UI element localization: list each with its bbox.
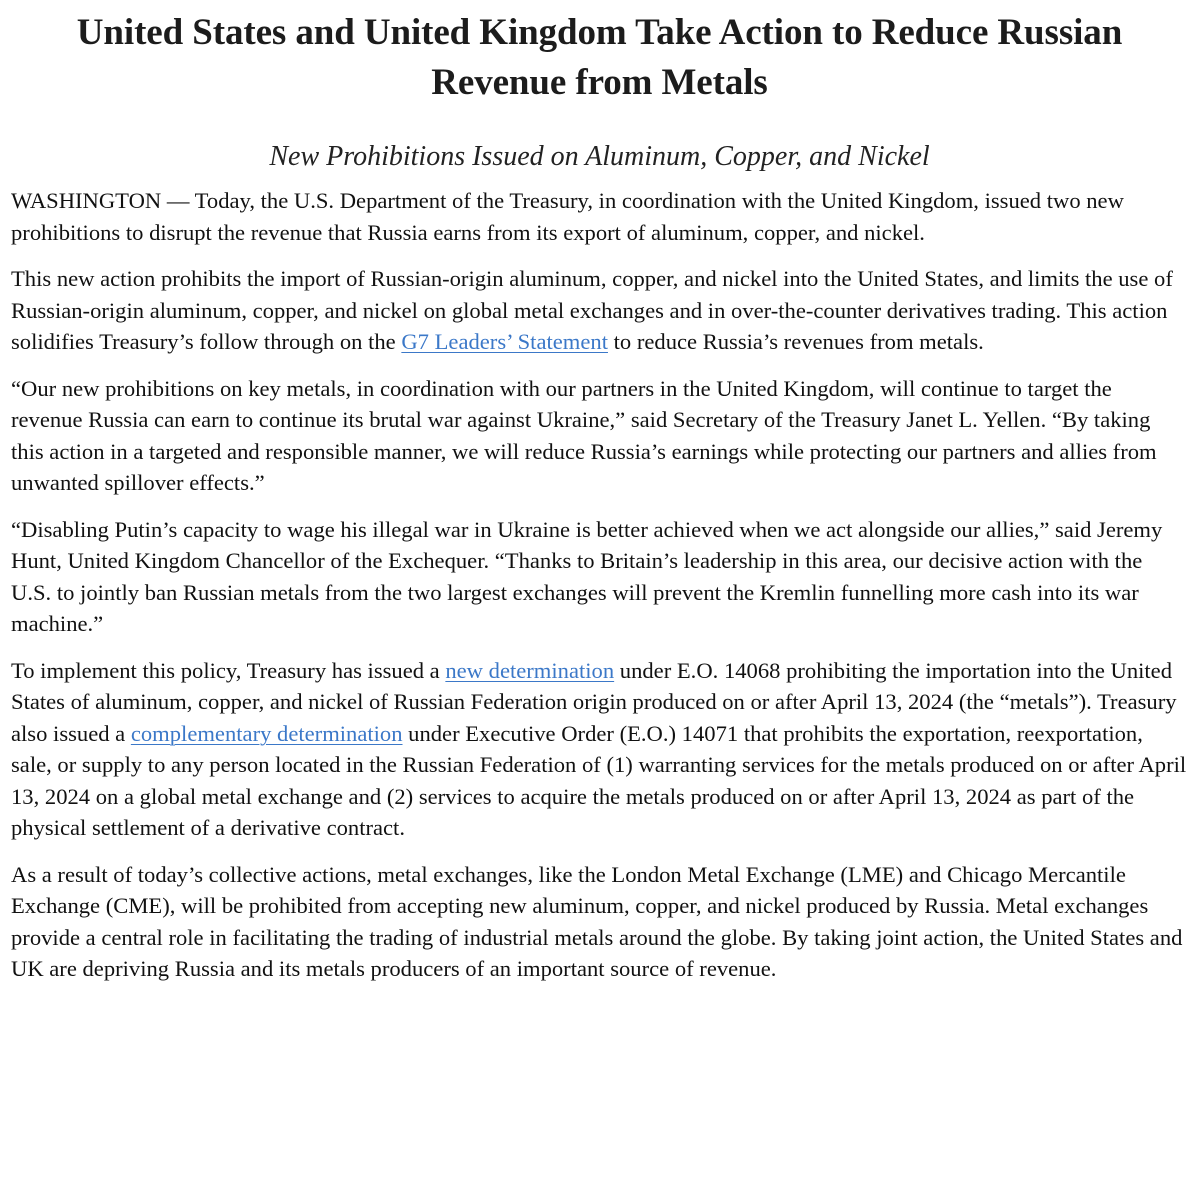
page-title: United States and United Kingdom Take Action to Reduce Russian Revenue from Metals	[76, 12, 1123, 103]
paragraph-text: under Executive Order (E.O.) 14071 that prohibits the exportation, reexportation, sale, or supply to any person located in the Russian Federation of (1) warranting services for the metals produced on or after April 13, 2024 on a global metal exchange and (2) services to acquire the metals produced on or after April 13, 2024 as part of the physical settlement of a derivative contract.	[11, 720, 1187, 840]
paragraph-text: to reduce Russia’s revenues from metals.	[607, 329, 984, 354]
paragraph-yellen-quote: “Our new prohibitions on key metals, in coordination with our partners in the United Kingdom, will continue to target the revenue Russia can earn to continue its brutal war against Ukraine,” said Secretary of the Treasury Janet L. Yellen. “By taking this action in a targeted and responsible manner, we will reduce Russia’s earnings while protecting our partners and allies from unwanted spillover effects.”	[11, 375, 1157, 495]
paragraph-implementation	[11, 655, 1188, 844]
paragraph-text: under E.O. 14068 prohibiting the importation into the United States of aluminum, copper, and nickel of Russian Federation origin produced on or after April 13, 2024 (the “metals”). Treasury also issued a	[11, 657, 1177, 746]
paragraph-intro: WASHINGTON — Today, the U.S. Department of the Treasury, in coordination with the United Kingdom, issued two new prohibitions to disrupt the revenue that Russia earns from its export of aluminum, copper, and nickel.	[11, 188, 1124, 245]
new-determination-link[interactable]: new determination	[445, 657, 615, 683]
paragraph-text: To implement this policy, Treasury has issued a	[11, 657, 446, 683]
g7-leaders-statement-link[interactable]: G7 Leaders’ Statement	[401, 329, 608, 354]
paragraph-text: This new action prohibits the import of Russian-origin aluminum, copper, and nickel into the United States, and limits the use of Russian-origin aluminum, copper, and nickel on global metal exchanges and in over-the-counter derivatives trading. This action solidifies Treasury’s follow through on the	[11, 266, 1173, 354]
paragraph-action	[11, 263, 1188, 358]
complementary-determination-link[interactable]: complementary determination	[130, 720, 403, 746]
paragraph-result: As a result of today’s collective actions, metal exchanges, like the London Metal Exchange (LME) and Chicago Mercantile Exchange (CME), will be prohibited from accepting new aluminum, copper, and nickel produced by Russia. Metal exchanges provide a central role in facilitating the trading of industrial metals around the globe. By taking joint action, the United States and UK are depriving Russia and its metals producers of an important source of revenue.	[11, 861, 1183, 981]
paragraph-hunt-quote: “Disabling Putin’s capacity to wage his illegal war in Ukraine is better achieved when we act alongside our allies,” said Jeremy Hunt, United Kingdom Chancellor of the Exchequer. “Thanks to Britain’s leadership in this area, our decisive action with the U.S. to jointly ban Russian metals from the two largest exchanges will prevent the Kremlin funnelling more cash into its war machine.”	[11, 516, 1163, 636]
press-release	[0, 8, 1200, 985]
page-subtitle: New Prohibitions Issued on Aluminum, Copper, and Nickel	[269, 141, 930, 172]
